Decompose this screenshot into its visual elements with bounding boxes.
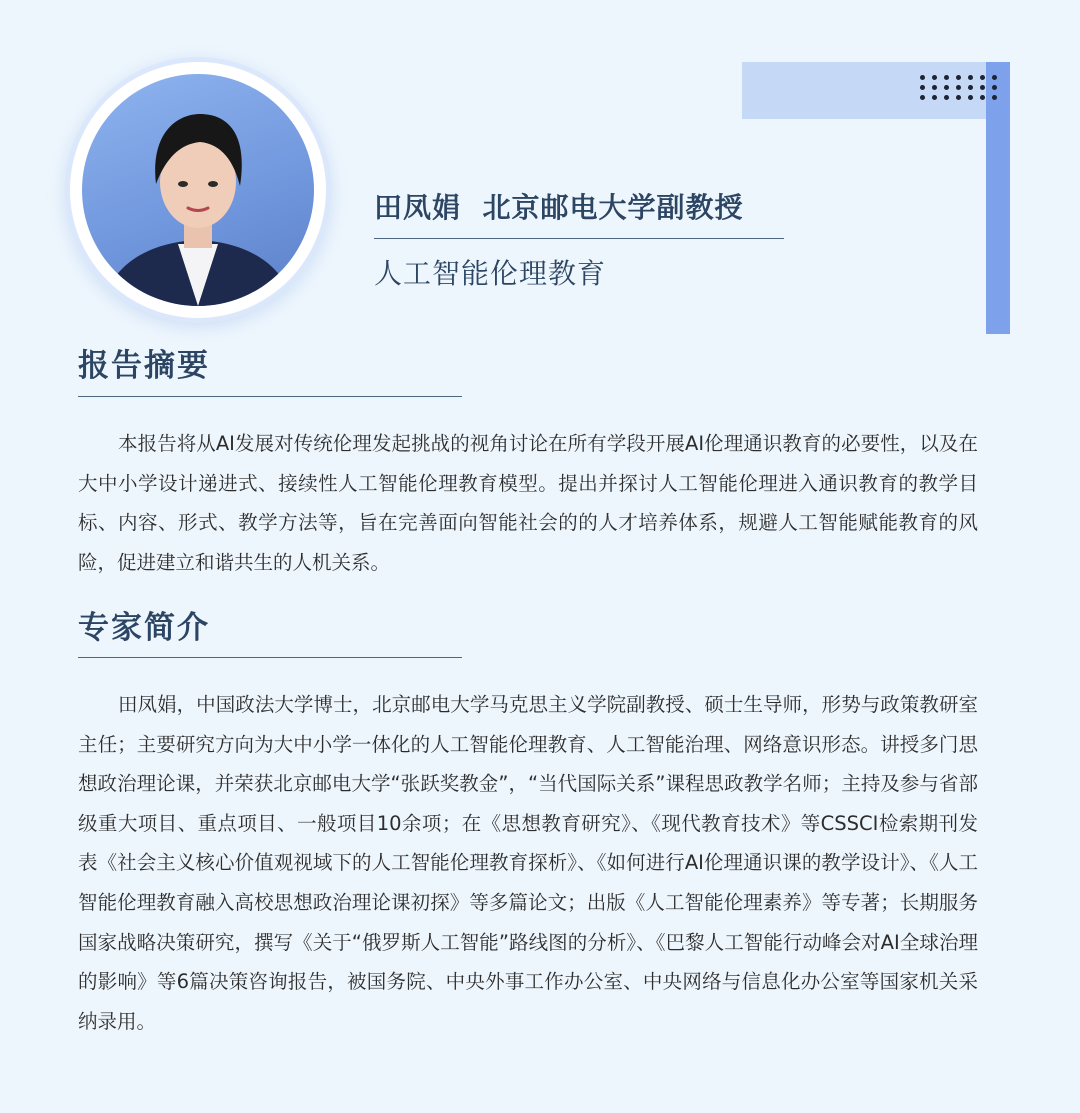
bio-heading: 专家简介	[78, 610, 210, 646]
talk-topic: 人工智能伦理教育	[374, 257, 607, 290]
abstract-divider	[78, 396, 462, 397]
speaker-portrait-icon	[82, 74, 314, 306]
decorative-stripe	[986, 62, 1010, 334]
speaker-photo	[82, 74, 314, 306]
abstract-text: 本报告将从AI发展对传统伦理发起挑战的视角讨论在所有学段开展AI伦理通识教育的必要性，以及在大中小学设计递进式、接续性人工智能伦理教育模型。提出并探讨人工智能伦理进入通识教育的教学目标、内容、形式、教学方法等，旨在完善面向智能社会的的人才培养体系，规避人工智能赋能教育的风险，促进建立和谐共生的人机关系。	[78, 432, 978, 574]
dot-grid-decoration	[918, 73, 1002, 101]
abstract-heading: 报告摘要	[78, 348, 210, 384]
bio-text: 田凤娟，中国政法大学博士，北京邮电大学马克思主义学院副教授、硕士生导师，形势与政策教研室主任；主要研究方向为大中小学一体化的人工智能伦理教育、人工智能治理、网络意识形态。讲授多门思想政治理论课，并荣获北京邮电大学“张跃奖教金”，“当代国际关系”课程思政教学名师；主持及参与省部级重大项目、重点项目、一般项目10余项；在《思想教育研究》、《现代教育技术》等CSSCI检索期刊发表《社会主义核心价值观视域下的人工智能伦理教育探析》、《如何进行AI伦理通识课的教学设计》、《人工智能伦理教育融入高校思想政治理论课初探》等多篇论文；出版《人工智能伦理素养》等专著；长期服务国家战略决策研究，撰写《关于“俄罗斯人工智能”路线图的分析》、《巴黎人工智能行动峰会对AI全球治理的影响》等6篇决策咨询报告，被国务院、中央外事工作办公室、中央网络与信息化办公室等国家机关采纳录用。	[78, 693, 978, 1033]
speaker-title	[374, 186, 794, 226]
bio-divider	[78, 657, 462, 658]
speaker-affiliation: 北京邮电大学副教授	[482, 191, 744, 224]
title-divider	[374, 238, 784, 239]
speaker-name: 田凤娟	[374, 191, 462, 224]
